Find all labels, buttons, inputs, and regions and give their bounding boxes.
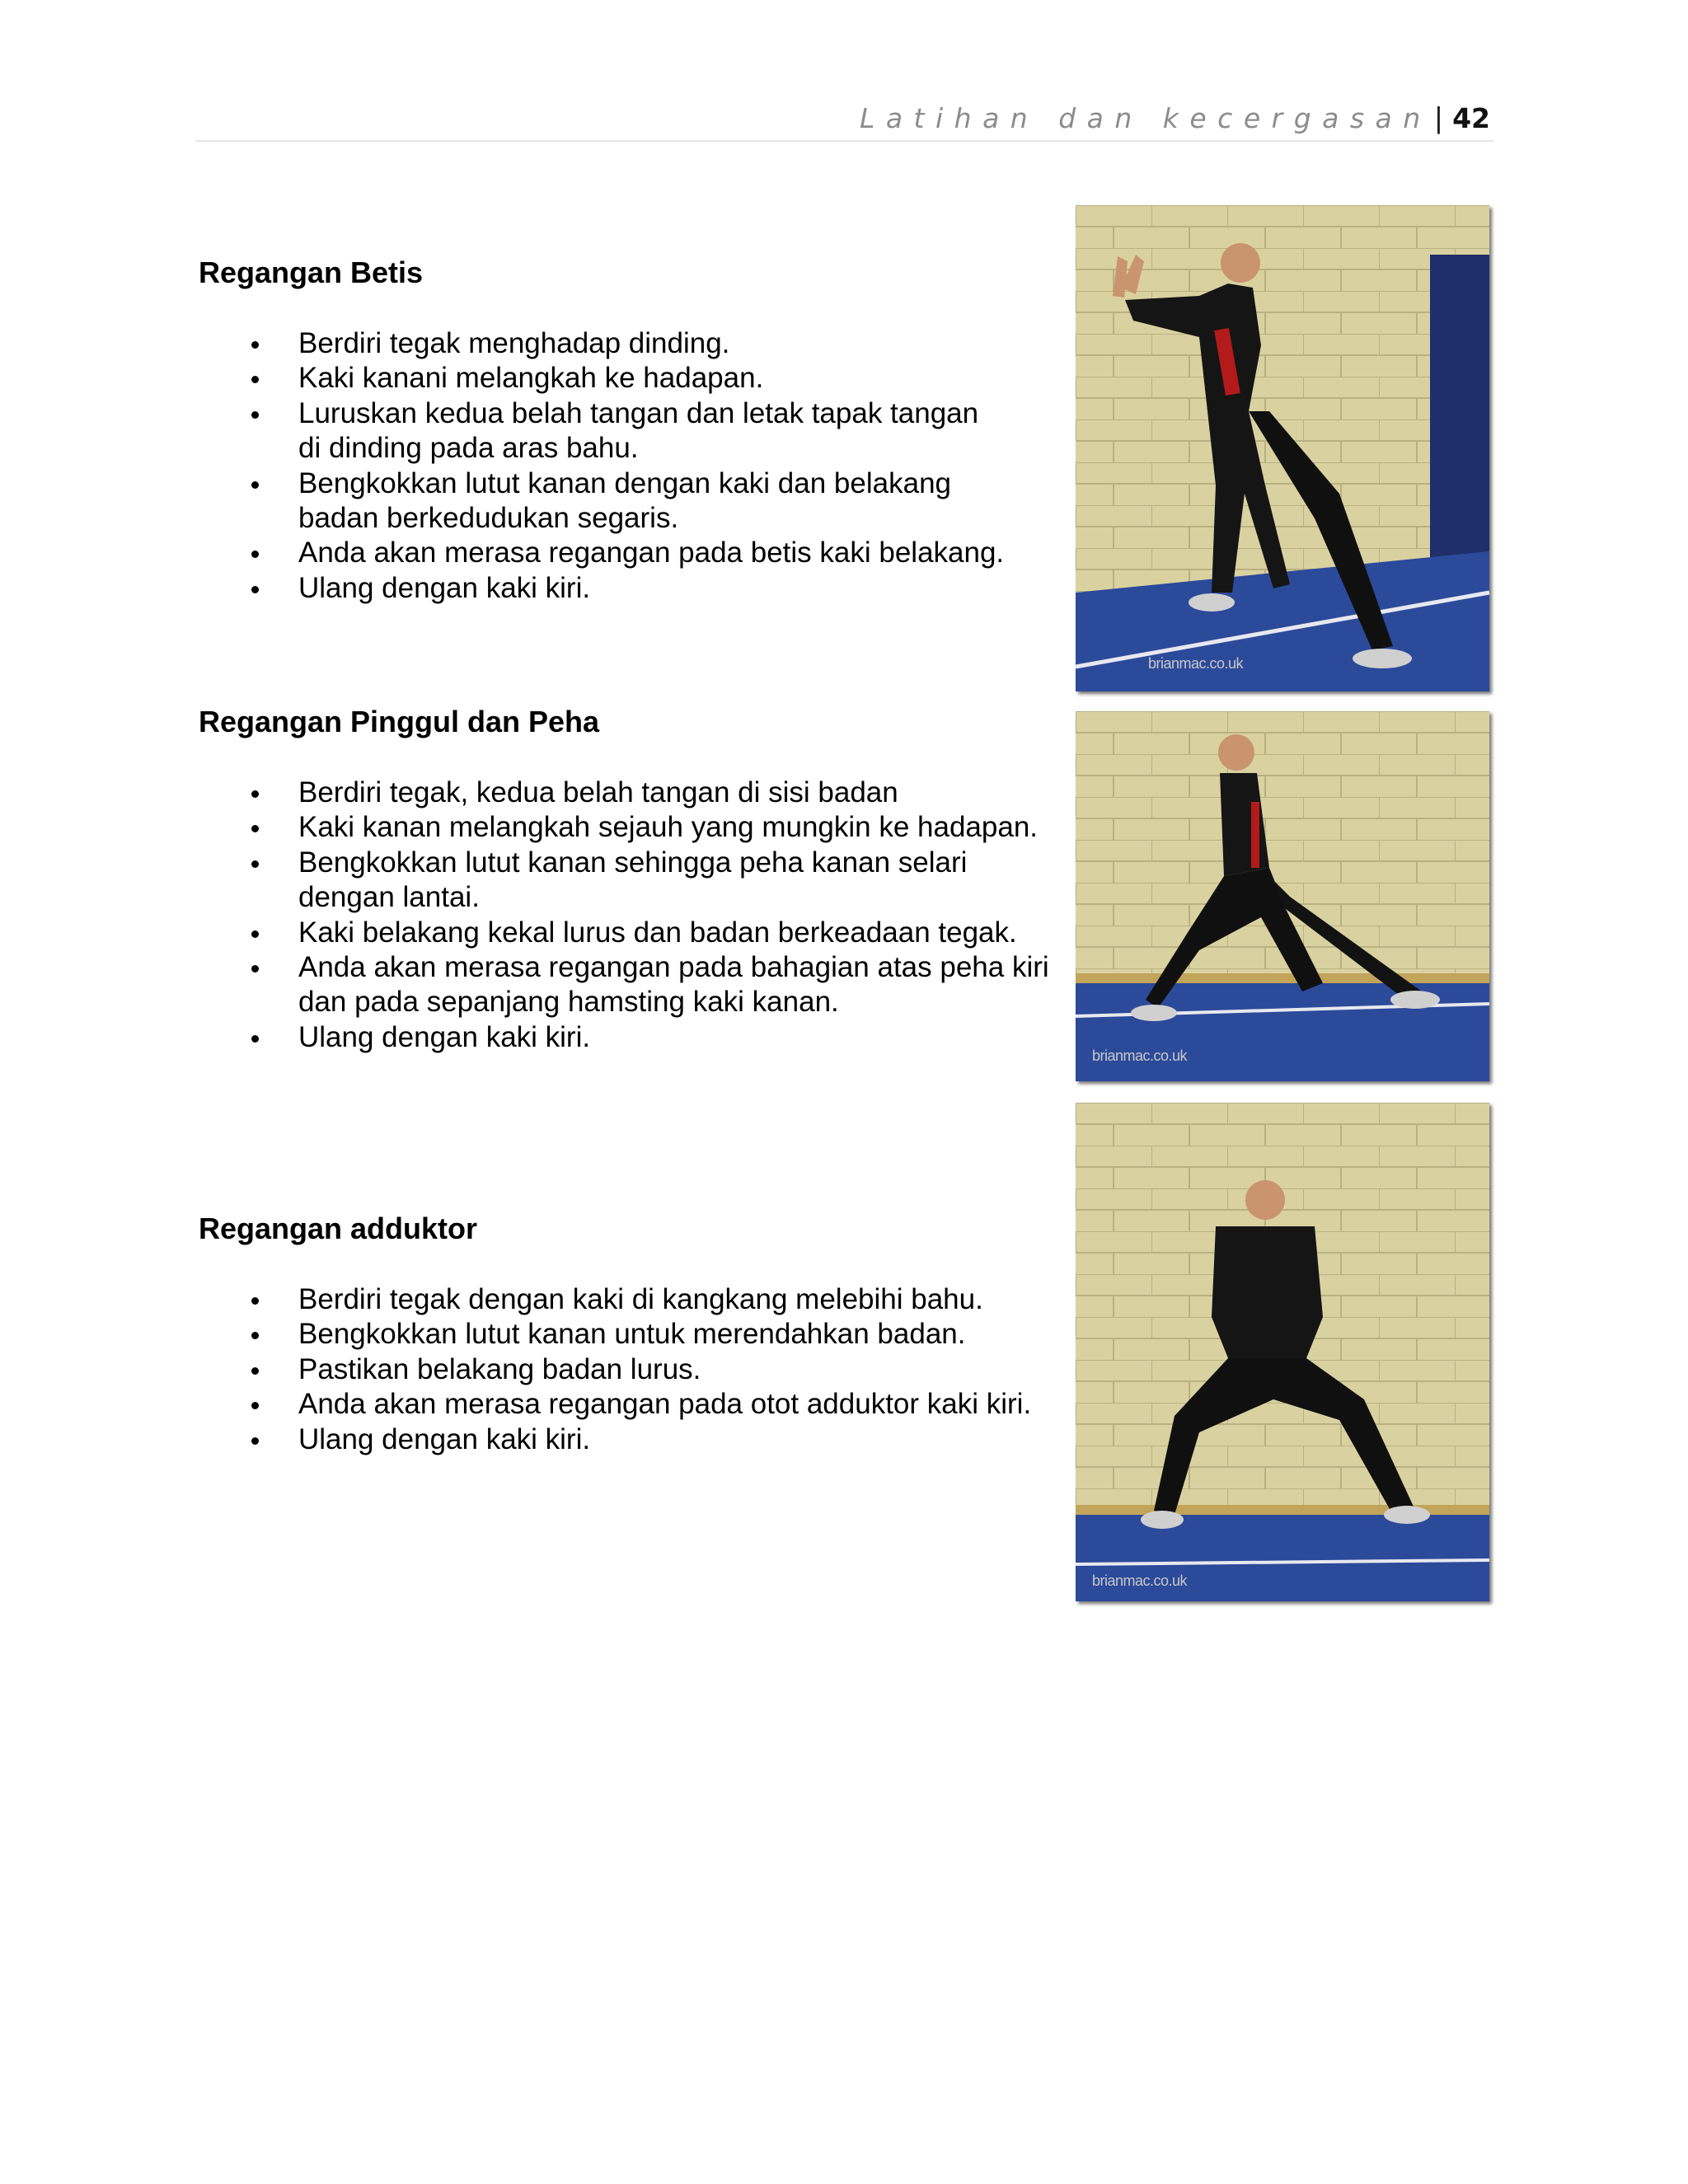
calf-stretch-illustration — [1076, 205, 1489, 691]
list-item: Bengkokkan lutut kanan sehingga peha kanan selari dengan lantai. — [246, 846, 1067, 916]
list-item: Berdiri tegak menghadap dinding. — [246, 326, 1067, 361]
list-item: Kaki kanani melangkah ke hadapan. — [246, 361, 1067, 396]
list-item: Pastikan belakang badan lurus. — [246, 1352, 1067, 1387]
adductor-stretch-photo — [1076, 1103, 1489, 1601]
list-item: Bengkokkan lutut kanan dengan kaki dan belakang badan berkedudukan segaris. — [246, 466, 1067, 537]
calf-stretch-steps — [246, 326, 1067, 606]
list-item: Ulang dengan kaki kiri. — [246, 571, 1067, 606]
page-number: 42 — [1452, 101, 1490, 134]
list-item: Luruskan kedua belah tangan dan letak tapak tangan di dinding pada aras bahu. — [246, 396, 1067, 466]
list-item: Ulang dengan kaki kiri. — [246, 1020, 1067, 1055]
list-item: Berdiri tegak dengan kaki di kangkang melebihi bahu. — [246, 1282, 1067, 1317]
adductor-stretch-illustration — [1076, 1103, 1489, 1601]
list-item: Bengkokkan lutut kanan untuk merendahkan badan. — [246, 1317, 1067, 1352]
page-header — [195, 97, 1493, 142]
image-watermark: brianmac.co.uk — [1092, 1572, 1188, 1589]
image-watermark: brianmac.co.uk — [1148, 655, 1244, 672]
list-item: Ulang dengan kaki kiri. — [246, 1422, 1067, 1457]
calf-stretch-photo — [1076, 205, 1489, 691]
header-title: Latihan dan kecergasan — [859, 101, 1432, 134]
list-item: Anda akan merasa regangan pada betis kaki belakang. — [246, 536, 1067, 570]
hip-thigh-stretch-steps — [246, 776, 1067, 1055]
section-title-calf-stretch: Regangan Betis — [199, 255, 424, 289]
header-separator: | — [1434, 101, 1443, 134]
list-item: Kaki kanan melangkah sejauh yang mungkin ke hadapan. — [246, 810, 1067, 845]
adductor-stretch-steps — [246, 1282, 1067, 1457]
list-item: Anda akan merasa regangan pada bahagian atas peha kiri dan pada sepanjang hamsting kaki kanan. — [246, 950, 1067, 1020]
header-text-group — [860, 101, 1490, 135]
image-watermark: brianmac.co.uk — [1092, 1047, 1188, 1064]
section-title-adductor-stretch: Regangan adduktor — [199, 1212, 478, 1245]
list-item: Berdiri tegak, kedua belah tangan di sisi badan — [246, 776, 1067, 810]
hip-thigh-stretch-illustration — [1076, 711, 1489, 1081]
section-title-hip-thigh-stretch: Regangan Pinggul dan Peha — [199, 705, 600, 738]
list-item: Anda akan merasa regangan pada otot adduktor kaki kiri. — [246, 1387, 1067, 1422]
list-item: Kaki belakang kekal lurus dan badan berkeadaan tegak. — [246, 916, 1067, 950]
hip-thigh-stretch-photo — [1076, 711, 1489, 1081]
